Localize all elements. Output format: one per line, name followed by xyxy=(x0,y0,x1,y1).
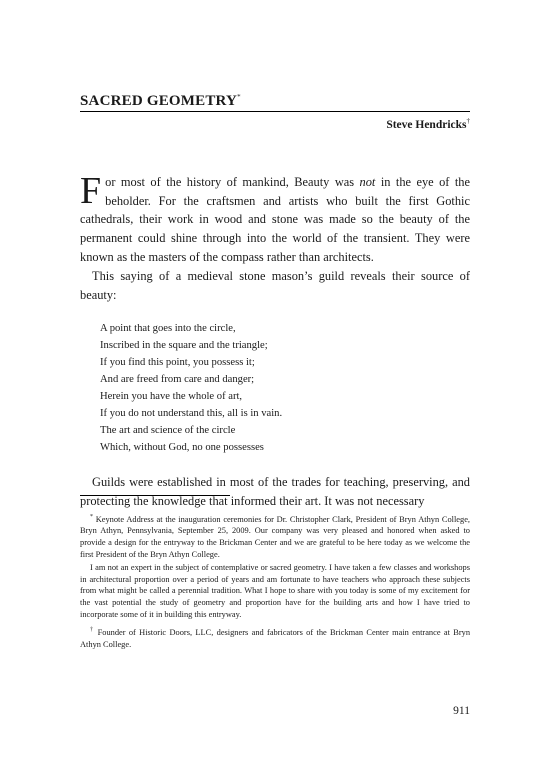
paragraph-1 xyxy=(80,169,470,267)
paragraph-1-text-a: or most of the history of mankind, Beauty was xyxy=(105,174,360,189)
page-number: 911 xyxy=(453,705,470,717)
author-footnote-mark: † xyxy=(466,117,470,125)
author-name: Steve Hendricks xyxy=(386,118,467,131)
verse-line: A point that goes into the circle, xyxy=(100,323,236,335)
footnote-rule xyxy=(80,495,230,496)
footnote-1 xyxy=(80,512,470,560)
footnotes xyxy=(80,512,470,650)
author-line xyxy=(80,114,470,133)
title-text: SACRED GEOMETRY xyxy=(80,93,238,109)
footnote-2 xyxy=(80,625,470,650)
paragraph-2: This saying of a medieval stone mason’s guild reveals their source of beauty: xyxy=(80,268,470,302)
article-title xyxy=(80,88,470,110)
title-rule xyxy=(80,111,470,112)
footnote-2-mark: † xyxy=(90,627,95,634)
verse-line: Herein you have the whole of art, xyxy=(100,391,243,403)
paragraph-3: Guilds were established in most of the trades for teaching, preserving, and protecting the knowledge that informed their art. It was not necessary xyxy=(80,475,470,509)
footnote-1-mark: * xyxy=(90,514,93,520)
verse-line: And are freed from care and danger; xyxy=(100,374,255,386)
drop-cap: F xyxy=(80,169,102,212)
verse-block xyxy=(100,320,470,456)
title-footnote-mark: * xyxy=(237,93,241,101)
verse-line: Inscribed in the square and the triangle; xyxy=(100,340,268,352)
footnote-1-continued: I am not an expert in the subject of contemplative or sacred geometry. I have taken a few classes and workshops in architectural proportion over a period of years and am fortunate to have teachers who approach these subjects from what might be called a perennial tradition. What I hope to share with you today is some of my excitement for the vast potential the study of geometry and proportion have for the building arts and how I have tried to incorporate some of it in building this entryway. xyxy=(80,563,470,619)
article xyxy=(80,88,470,511)
verse-line: The art and science of the circle xyxy=(100,425,236,437)
paragraph-1-text-b: in the eye of the beholder. For the craftsmen and artists who built the first Gothic cathedrals, their work in wood and stone was made so the beauty of the permanent could shine through into the world of the transient. They were known as the masters of the compass rather than architects. xyxy=(80,174,470,265)
verse-line: If you find this point, you possess it; xyxy=(100,357,255,369)
footnote-2-text: Founder of Historic Doors, LLC, designers and fabricators of the Brickman Center main entrance at Bryn Athyn College. xyxy=(80,627,471,649)
paragraph-1-emphasis: not xyxy=(359,174,376,189)
verse-line: If you do not understand this, all is in vain. xyxy=(100,408,283,420)
verse-line: Which, without God, no one possesses xyxy=(100,442,264,454)
article-body xyxy=(80,169,470,511)
footnote-1-text: Keynote Address at the inauguration ceremonies for Dr. Christopher Clark, President of Bryn Athyn College, Bryn Athyn, Pennsylvania, September 25, 2009. Our company was very pleased and honored when asked to provide a design for the entryway to the Brickman Center and we are grateful to be here today as we welcome the first President of the Bryn Athyn College. xyxy=(80,514,470,559)
